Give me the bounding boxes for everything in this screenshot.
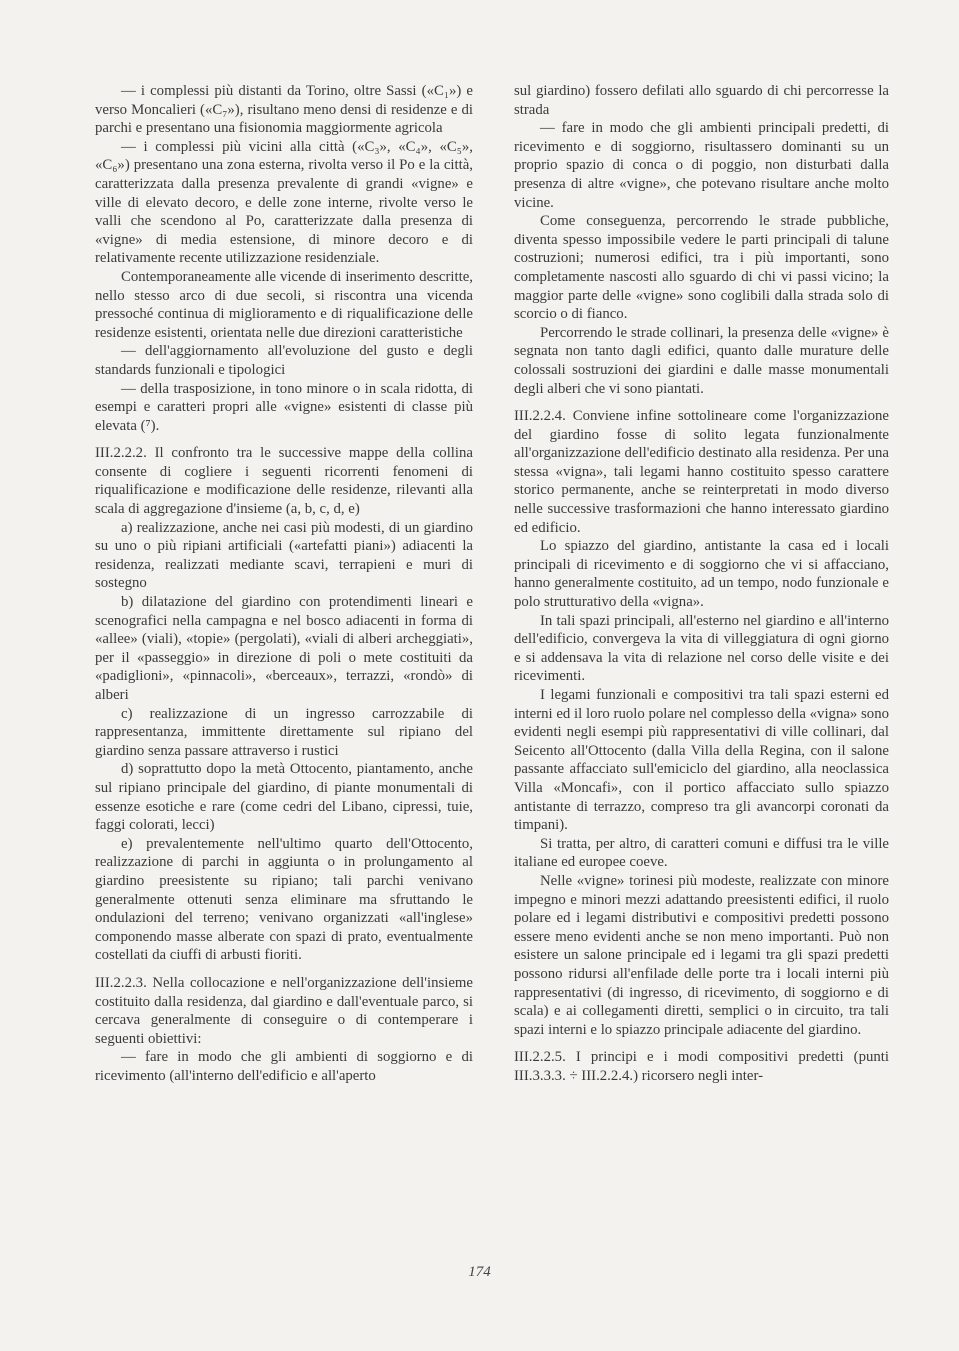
section-paragraph-III-2-2-2: III.2.2.2. Il confronto tra le successive mappe della collina consente di cogliere i seguenti ricorrenti fenomeni di riqualificazione e modificazione delle residenze, rilevanti alla scala di aggregazione d'insieme (a, b, c, d, e) xyxy=(95,445,473,518)
paragraph: I legami funzionali e compositivi tra tali spazi esterni ed interni ed il loro ruolo polare nel complesso della «vigna» sono evidenti negli esempi più rappresentativi di ville collinari, dal Seicento all'Ottocento (dalla Villa della Regina, con il salone passante affacciato sull'emiciclo del giardino, alla neoclassica Villa «Moncafi», con il portico affacciato sullo spiazzo antistante di terrazzo, compreso tra gli avancorpi coronati da timpani). xyxy=(514,687,889,834)
paragraph: Nelle «vigne» torinesi più modeste, realizzate con minore impegno e minori mezzi adattando preesistenti edifici, il ruolo polare ed i legami distributivi e compositivi predetti possono essere meno evidenti anche se non meno importanti. Può non esistere un salone principale ed i legami tra gli spazi predetti possono ridursi all'enfilade delle porte tra i locali interni più rappresentativi (di ingresso, di ricevimento, di soggiorno e di scala) e ai collegamenti diretti, semplici o in circuito, tra tali spazi interni e lo spiazzo principale adiacente del giardino. xyxy=(514,872,889,1038)
paragraph: — dell'aggiornamento all'evoluzione del gusto e degli standards funzionali e tipologici xyxy=(95,343,473,378)
paragraph: — i complessi più distanti da Torino, oltre Sassi («C₁») e verso Moncalieri («C₇»), risultano meno densi di residenze e di parchi e presentano una fisionomia maggiormente agricola xyxy=(95,83,473,137)
list-item-d: d) soprattutto dopo la metà Ottocento, piantamento, anche sul ripiano principale del giardino, di piante monumentali di essenze esotiche e rare (come cedri del Libano, cipressi, tuie, faggi colorati, lecci) xyxy=(95,761,473,834)
section-paragraph-III-2-2-4: III.2.2.4. Conviene infine sottolineare come l'organizzazione del giardino fosse di solito legata funzionalmente all'organizzazione dell'edificio destinato alla residenza. Per una stessa «vigna», tali legami hanno costituito spesso carattere storico permanente, anche se reinterpretati in modo diverso nelle successive trasformazioni che hanno interessato giardino ed edificio. xyxy=(514,408,889,536)
paragraph: Contemporaneamente alle vicende di inserimento descritte, nello stesso arco di due secoli, si riscontra una vicenda pressoché continua di miglioramento e di riqualificazione delle residenze esistenti, orientata nelle due direzioni caratteristiche xyxy=(95,268,473,341)
list-item-c: c) realizzazione di un ingresso carrozzabile di rappresentanza, immittente direttamente sul ripiano del giardino senza passare attraverso i rustici xyxy=(95,705,473,759)
section-paragraph-III-2-2-3: III.2.2.3. Nella collocazione e nell'organizzazione dell'insieme costituito dalla residenza, dal giardino e dall'eventuale parco, si cercava generalmente di conseguire o di contemperare i seguenti obiettivi: xyxy=(95,974,473,1047)
paragraph: — fare in modo che gli ambienti principali predetti, di ricevimento e di soggiorno, risultassero dominanti su un proprio spazio di conca o di poggio, non disturbati dalla presenza di altre «vigne», che potevano risultare anche molto vicine. xyxy=(514,120,889,211)
left-column xyxy=(95,82,473,1085)
paragraph: Percorrendo le strade collinari, la presenza delle «vigne» è segnata non tanto dagli edifici, quanto dalle murature delle colossali sostruzioni dei giardini e dalle masse monumentali degli alberi che vi sono piantati. xyxy=(514,324,889,397)
paragraph: Lo spiazzo del giardino, antistante la casa ed i locali principali di ricevimento e di soggiorno che vi si affacciano, hanno generalmente costituito, ad un tempo, nodo funzionale e polo strutturativo della «vigna». xyxy=(514,538,889,611)
list-item-b: b) dilatazione del giardino con protendimenti lineari e scenografici nella campagna e nel bosco adiacenti in forma di «allee» (viali), «topie» (pergolati), «viali di alberi archeggiati», per il «passeggio» in direzione di poli o mete costituiti da «padiglioni», «pinnacoli», «berceaux», terrazzi, «rondò» di alberi xyxy=(95,594,473,703)
paragraph: In tali spazi principali, all'esterno nel giardino e all'interno dell'edificio, convergeva la vita di villeggiatura di ogni giorno e si addensava la vita di relazione nel corso delle visite e dei ricevimenti. xyxy=(514,612,889,685)
list-item-e: e) prevalentemente nell'ultimo quarto dell'Ottocento, realizzazione di parchi in aggiunta o in prolungamento al giardino preesistente su ripiano; tali parchi venivano generalmente ottenuti senza eliminare ma sfruttando le ondulazioni del terreno; venivano organizzati «all'inglese» componendo masse alberate con spazi di prato, eventualmente costellati da ciuffi di arbusti fioriti. xyxy=(95,835,473,964)
paragraph: Come conseguenza, percorrendo le strade pubbliche, diventa spesso impossibile vedere le parti principali di talune costruzioni; numerosi edifici, tra i più importanti, sono completamente nascosti allo sguardo di chi vi passi vicino; la maggior parte delle «vigne» sono coglibili dalla strada solo di scorcio o di fianco. xyxy=(514,213,889,323)
paragraph: — i complessi più vicini alla città («C₃», «C₄», «C₅», «C₆») presentano una zona esterna, rivolta verso il Po e la città, caratterizzata dalla presenza prevalente di grandi «vigne» e ville di elevato decoro, e delle zone interne, rivolte verso le valli che scendono al Po, caratterizzate dalla presenza di «vigne» di media estensione, di minore decoro e di relativamente recente utilizzazione residenziale. xyxy=(95,138,473,267)
list-item-a: a) realizzazione, anche nei casi più modesti, di un giardino su uno o più ripiani artificiali («artefatti piani») adiacenti la residenza, realizzati mediante scavi, terrapieni e muri di sostegno xyxy=(95,519,473,592)
paragraph: — fare in modo che gli ambienti di soggiorno e di ricevimento (all'interno dell'edificio e all'aperto xyxy=(95,1049,473,1084)
paragraph: sul giardino) fossero defilati allo sguardo di chi percorresse la strada xyxy=(514,83,889,118)
right-column xyxy=(514,82,889,1085)
section-paragraph-III-2-2-5: III.2.2.5. I principi e i modi compositivi predetti (punti III.3.3.3. ÷ III.2.2.4.) ricorsero negli inter- xyxy=(514,1049,889,1084)
page-number: 174 xyxy=(468,1264,491,1280)
paragraph: — della trasposizione, in tono minore o in scala ridotta, di esempi e caratteri propri alle «vigne» esistenti di classe più elevata (⁷). xyxy=(95,380,473,434)
paragraph: Si tratta, per altro, di caratteri comuni e diffusi tra le ville italiane ed europee coeve. xyxy=(514,835,889,871)
